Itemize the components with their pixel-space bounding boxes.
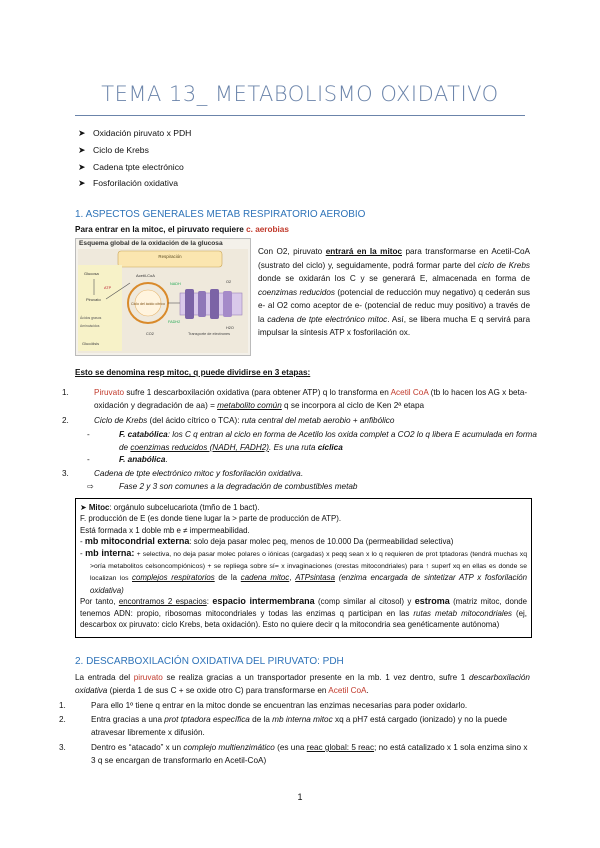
- text-run: (es una: [274, 743, 307, 752]
- stage-marker: 3.: [62, 469, 69, 478]
- label-glycolysis: Glucólisis: [82, 341, 100, 346]
- electron-transport-membrane: [180, 289, 242, 319]
- text-run: descarboxilación oxidativa: [75, 673, 530, 695]
- text-run: prot tptadora específica: [164, 715, 250, 724]
- text-run: Acetil CoA: [390, 388, 429, 397]
- arrow-bullet-icon: ➤: [78, 128, 86, 138]
- text-run: (pierda 1 de sus C + se oxide otro C) para transformarse en: [107, 686, 329, 695]
- mitochondria-note-box: [75, 498, 532, 638]
- text-run: se realiza gracias a un transportador presente en la mb. 1 vez dentro, sufre 1: [162, 673, 469, 682]
- label-o2: O2: [226, 280, 232, 284]
- stage-marker: -: [87, 455, 90, 464]
- text-run: F. anabólica: [119, 455, 166, 464]
- stage-item: [87, 480, 546, 493]
- text-run: estroma: [414, 596, 450, 607]
- text-run: (tb lo hacen los AG x beta-oxidación y degradación de aa) =: [94, 388, 528, 410]
- text-run: ; no está catalizado x 1 sola enzima sino x 3 q se encargan de transformarlo en Acetil-CoA): [91, 743, 528, 765]
- text-run: encontramos 2 espacios: [118, 597, 207, 607]
- note-line: [80, 525, 527, 536]
- stage-item: [62, 386, 546, 412]
- topic-item: [78, 160, 191, 177]
- note-box-body: [80, 502, 527, 630]
- text-run: piruvato: [133, 673, 163, 682]
- page-number: 1: [297, 792, 303, 802]
- text-run: donde se oxidarán los C y se generará E, almacenada en forma de: [258, 274, 530, 283]
- text-run: de la: [214, 573, 241, 583]
- stage-item: [87, 453, 546, 466]
- overview-paragraph: [258, 245, 530, 340]
- topic-label: Fosforilación oxidativa: [93, 178, 179, 189]
- text-run: + selectiva, no deja pasar molec polares o iónicas (cargadas) x peqq sean x lo q requieren de prot tptadoras (tendrá muchas xq >oría metabolitos celsoncompiónicos) + se repliega sobre sí= x invaginaciones (crestas mitocondriales) para ↑ superf xq en ellas es donde se localizan los: [90, 550, 527, 583]
- arrow-bullet-icon: ➤: [78, 178, 86, 189]
- text-run: xq a pH7 está cargado (ionizado) y no la puede atravesar libremente x difusión.: [91, 715, 508, 737]
- text-run: complejos respiratorios: [132, 573, 215, 583]
- figure-title: Esquema global de la oxidación de la glucosa: [79, 240, 223, 247]
- stages-intro-text: Esto se denomina resp mitoc, q puede dividirse en 3 etapas:: [75, 368, 311, 377]
- label-glucose: Glucosa: [84, 271, 99, 276]
- section-heading-1: 1. ASPECTOS GENERALES METAB RESPIRATORIO AEROBIO: [75, 209, 366, 220]
- note-line: [80, 548, 527, 597]
- text-run: : los C q entran al ciclo en forma de Acetilo los oxida complet a CO2 lo q libera E acumulada en forma de: [119, 430, 537, 452]
- text-run: F. catabólica: [119, 430, 168, 439]
- text-run: cíclica: [317, 443, 343, 452]
- text-run: . Así, se libera mucha E q servirá para impulsar la síntesis ATP x fosforilación ox.: [258, 314, 530, 337]
- text-run: (ej, descarbox ox piruvato: ciclo Krebs, beta oxidación). Esto no quiere decir q la mitocondria sea genéticamente autónoma): [80, 608, 528, 630]
- label-citric-cycle: Ciclo del ácido cítrico: [131, 302, 165, 306]
- topic-item: [78, 143, 191, 160]
- text-run: entrará en la mitoc: [325, 247, 402, 256]
- topic-label: Cadena tpte electrónico: [93, 161, 184, 172]
- text-run: ruta central del metab aerobio + anfibólico: [241, 416, 395, 425]
- text-run: ATPsintasa: [295, 573, 335, 583]
- glycolysis-zone: [78, 265, 122, 351]
- stage-item: [62, 467, 546, 480]
- label-acetyl-coa: Acetil-CoA: [136, 273, 155, 278]
- topic-item: [78, 126, 191, 143]
- note-line: [80, 502, 527, 513]
- topic-list: [78, 126, 191, 193]
- text-run: Dentro es “atacado” x un: [91, 743, 184, 752]
- text-run: La entrada del: [75, 673, 134, 682]
- text-run: cadena mitoc: [240, 573, 290, 583]
- text-run: Fase 2 y 3 son comunes a la degradación de combustibles metab: [119, 482, 358, 491]
- text-run: .: [165, 455, 168, 464]
- text-run: rutas metab mitocondriales: [413, 608, 512, 618]
- text-run: : orgánulo subcelucariota (tmño de 1 bact).: [109, 503, 260, 512]
- intro-highlight: c. aerobias: [246, 225, 289, 234]
- section1-intro: [75, 223, 289, 236]
- text-run: Piruvato: [94, 388, 125, 397]
- glucose-oxidation-figure: [75, 238, 251, 356]
- text-run: . Es una ruta: [269, 443, 318, 452]
- stage-marker: -: [87, 430, 90, 439]
- text-run: ➤: [80, 503, 89, 512]
- complex-2: [198, 291, 206, 317]
- label-electron-transport: Transporte de electrones: [188, 332, 231, 336]
- text-run: Acetil CoA: [328, 686, 367, 695]
- text-run: (enzima encargada de sintetizar ATP x fosforilación oxidativa): [90, 573, 528, 595]
- text-run: coenzimas reducidos (NADH, FADH2): [130, 443, 270, 452]
- step-number: 1.: [59, 701, 66, 710]
- text-run: Ciclo de Krebs: [94, 416, 148, 425]
- text-run: (potencial de reducción muy negativo) q cederán sus e- al O2 como aceptor de e- (potencial de reduc muy positivo) a través de la: [258, 287, 530, 324]
- text-run: : solo deja pasar molec peq, menos de 10.000 Da (permeabilidad selectiva): [189, 537, 454, 547]
- topic-item: [78, 176, 191, 193]
- text-run: q se incorpora al ciclo de Ken 2ª etapa: [281, 401, 425, 410]
- text-run: (del ácido cítrico o TCA):: [147, 416, 242, 425]
- label-co2: CO2: [146, 332, 154, 336]
- section2-intro: [75, 671, 530, 697]
- label-fatty-acids: Ácidos grasos: [80, 316, 102, 320]
- text-run: ciclo de Krebs: [477, 260, 530, 270]
- step-number: 3.: [59, 743, 66, 752]
- stage-marker: ⇨: [87, 482, 94, 491]
- text-run: mb interna:: [85, 547, 135, 558]
- topic-label: Ciclo de Krebs: [93, 144, 149, 155]
- label-respiration: Respiración: [158, 254, 182, 259]
- note-line: [80, 513, 527, 524]
- text-run: metabolito común: [217, 401, 282, 410]
- stage-marker: 1.: [62, 388, 69, 397]
- label-fadh2: FADH2: [168, 320, 181, 324]
- text-run: Por tanto,: [80, 597, 119, 607]
- text-run: :: [206, 597, 213, 607]
- topic-label: Oxidación piruvato x PDH: [93, 128, 192, 138]
- complex-3: [210, 289, 219, 319]
- text-run: coenzimas reducidos: [258, 287, 335, 297]
- complex-4: [223, 291, 232, 317]
- page-title: TEMA 13_ METABOLISMO OXIDATIVO: [101, 82, 499, 106]
- text-run: complejo multienzimático: [183, 743, 275, 752]
- label-h2o: H2O: [226, 326, 234, 330]
- text-run: (comp similar al citosol) y: [314, 597, 415, 607]
- text-run: reac global: 5 reac: [306, 743, 375, 752]
- label-atp: ATP: [104, 286, 112, 290]
- text-run: Entra gracias a una: [91, 715, 165, 724]
- text-run: F. producción de E (es donde tiene lugar la > parte de producción de ATP).: [80, 514, 342, 524]
- title-divider: [75, 115, 525, 116]
- stages-intro: [75, 366, 310, 379]
- label-pyruvate: Piruvato: [86, 297, 101, 302]
- arrow-bullet-icon: ➤: [78, 161, 86, 172]
- text-run: .: [300, 469, 303, 478]
- text-run: para transformarse en Acetil-CoA (sustrato del ciclo) y, seguidamente, podrá formar parte del: [258, 247, 530, 270]
- complex-1: [185, 289, 194, 319]
- note-line: [80, 536, 527, 547]
- text-run: sufre 1 descarboxilación oxidativa (para obtener ATP) q lo transforma en: [124, 388, 391, 397]
- intro-text: Para entrar en la mitoc, el piruvato requiere: [75, 225, 247, 234]
- stage-marker: 2.: [62, 416, 69, 425]
- section-heading-2: 2. DESCARBOXILACIÓN OXIDATIVA DEL PIRUVATO: PDH: [75, 656, 344, 667]
- label-amino-acids: Aminoácidos: [80, 324, 100, 328]
- text-run: Mitoc: [88, 503, 110, 512]
- stage-item: [62, 414, 546, 427]
- text-run: (matriz mitoc, donde tenemos ADN: propio, ribosomas mitocondriales y todas las enzimas q participan en las: [80, 597, 528, 618]
- text-run: -: [80, 537, 85, 547]
- text-run: .: [366, 686, 369, 695]
- pdh-step: [59, 741, 530, 767]
- text-run: Para ello 1º tiene q entrar en la mitoc donde se encuentran las enzimas necesarias para poder oxidarlo.: [91, 701, 468, 710]
- text-run: ,: [289, 573, 296, 583]
- stage-item: [87, 428, 546, 454]
- pdh-step: [59, 699, 530, 712]
- text-run: mb mitocondrial externa: [84, 536, 190, 547]
- text-run: Con O2, piruvato: [258, 247, 326, 256]
- text-run: mb interna mitoc: [272, 715, 333, 724]
- text-run: de la: [249, 715, 273, 724]
- text-run: Cadena de tpte electrónico mitoc y fosforilación oxidativa: [94, 469, 301, 478]
- pdh-step: [59, 713, 530, 739]
- arrow-bullet-icon: ➤: [78, 144, 86, 155]
- note-line: [80, 596, 527, 630]
- text-run: espacio intermembrana: [212, 596, 315, 607]
- step-number: 2.: [59, 715, 66, 724]
- label-nadh: NADH: [170, 282, 181, 286]
- text-run: cadena de tpte electrónico mitoc: [267, 314, 388, 324]
- text-run: -: [80, 548, 86, 558]
- figure-diagram: [76, 239, 250, 355]
- text-run: Está formada x 1 doble mb e ≠ impermeabilidad.: [80, 525, 250, 535]
